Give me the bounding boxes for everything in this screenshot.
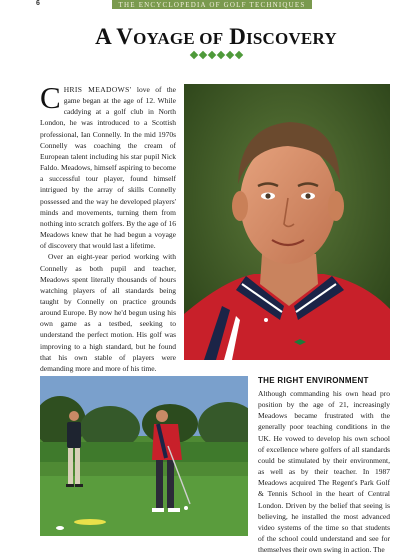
diamond-icon — [208, 51, 216, 59]
page-title — [40, 24, 392, 50]
article-paragraph-1 — [40, 80, 177, 251]
title-part-5: OF — [199, 29, 224, 48]
paragraph-1-text: love of the game began at the age of 12. While caddying at a golf club in North London, he was introduced to a Scottish professional, Ian Connelly. In the mid 1970s Connelly was coaching the cream of European talent including his star pupil Nick Faldo. Meadows, himself aspiring to become a successful tour player, found himself intrigued by the array of skills Connelly possessed and the way he developed players' minds and movements, turning them from nothing into scratch golfers. By the age of 16 Meadows knew that he had begun a voyage of discovery that would last a lifetime. — [40, 85, 177, 251]
article-column-left — [40, 80, 177, 374]
page-number: 6 — [36, 0, 40, 7]
article-column-right — [258, 376, 390, 555]
portrait-photo — [184, 84, 390, 360]
diamond-icon — [226, 51, 234, 59]
title-part-2: V — [110, 24, 134, 49]
diamond-icon — [199, 51, 207, 59]
title-part-3: OYAGE — [133, 29, 195, 48]
section-heading: THE RIGHT ENVIRONMENT — [258, 376, 369, 385]
lesson-photo — [40, 376, 248, 536]
diamond-icon — [190, 51, 198, 59]
running-header — [112, 0, 312, 9]
lesson-illustration — [40, 376, 248, 536]
section-paragraph: Although commanding his own head pro position by the age of 21, increasingly Meadows became frustrated with the generally poor teaching conditions in the UK. He vowed to develop his own school of excellence where golfers of all standards could be stimulated by their environment, as well as by their teacher. In 1987 Meadows acquired The Regent's Park Golf & Tennis School in the heart of Central London. Driven by the belief that seeing is believing, he installed the most advanced video systems of the time so that students of the school could understand and see for themselves their own swing in action. The — [258, 389, 390, 555]
diamond-icon — [217, 51, 225, 59]
running-header-text: THE ENCYCLOPEDIA OF GOLF TECHNIQUES — [118, 0, 306, 9]
portrait-illustration — [184, 84, 390, 360]
article-paragraph-2: Over an eight-year period working with Connelly as both pupil and teacher, Meadows spent literally thousands of hours watching players of all standards being taught by Connelly on practice grounds around Europe. By now he'd begun using his own game as a testbed, seeking to understand the perfect motion. His golf was improving to a high standard, but he found that his own stable of players were demanding more and more of his time. — [40, 252, 176, 373]
title-part-1: A — [95, 24, 111, 49]
title-part-6: D — [223, 24, 247, 49]
drop-cap: C — [40, 80, 61, 115]
lead-in: HRIS MEADOWS' — [63, 85, 132, 94]
title-part-7: ISCOVERY — [246, 29, 337, 48]
diamond-icon — [235, 51, 243, 59]
title-ornament — [191, 52, 242, 58]
